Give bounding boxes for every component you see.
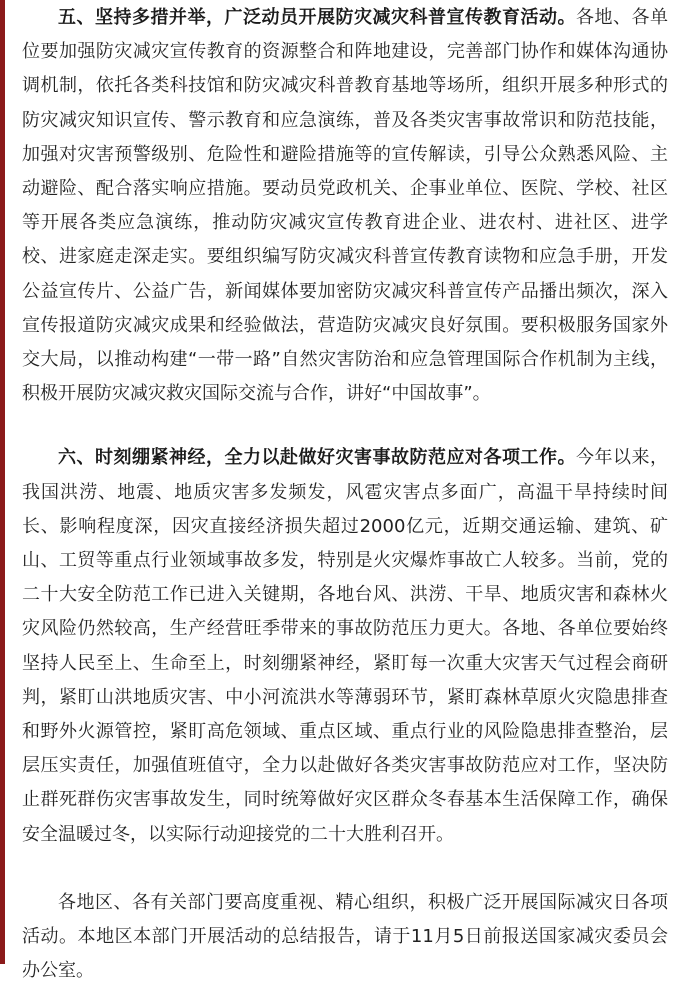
article-body — [22, 1, 668, 988]
section-six-text: 今年以来，我国洪涝、地震、地质灾害多发频发，风雹灾害点多面广，高温干旱持续时间长、影响程度深，因灾直接经济损失超过2000亿元，近期交通运输、建筑、矿山、工贸等重点行业领域事故多发，特别是火灾爆炸事故亡人较多。当前，党的二十大安全防范工作已进入关键期，各地台风、洪涝、干旱、地质灾害和森林火灾风险仍然较高，生产经营旺季带来的事故防范压力更大。各地、各单位要始终坚持人民至上、生命至上，时刻绷紧神经，紧盯每一次重大灾害天气过程会商研判，紧盯山洪地质灾害、中小河流洪水等薄弱环节，紧盯森林草原火灾隐患排查和野外火源管控，紧盯高危领域、重点区域、重点行业的风险隐患排查整治，层层压实责任，加强值班值守，全力以赴做好各类灾害事故防范应对工作，坚决防止群死群伤灾害事故发生，同时统筹做好灾区群众冬春基本生活保障工作，确保安全温暖过冬，以实际行动迎接党的二十大胜利召开。 — [22, 447, 668, 845]
section-five-text: 各地、各单位要加强防灾减灾宣传教育的资源整合和阵地建设，完善部门协作和媒体沟通协调机制，依托各类科技馆和防灾减灾科普教育基地等场所，组织开展多种形式的防灾减灾知识宣传、警示教育和应急演练，普及各类灾害事故常识和防范技能，加强对灾害预警级别、危险性和避险措施等的宣传解读，引导公众熟悉风险、主动避险、配合落实响应措施。要动员党政机关、企事业单位、医院、学校、社区等开展各类应急演练，推动防灾减灾宣传教育进企业、进农村、进社区、进学校、进家庭走深走实。要组织编写防灾减灾科普宣传教育读物和应急手册，开发公益宣传片、公益广告，新闻媒体要加密防灾减灾科普宣传产品播出频次，深入宣传报道防灾减灾成果和经验做法，营造防灾减灾良好氛围。要积极服务国家外交大局，以推动构建“一带一路”自然灾害防治和应急管理国际合作机制为主线，积极开展防灾减灾救灾国际交流与合作，讲好“中国故事”。 — [22, 7, 668, 405]
section-six-heading: 六、时刻绷紧神经，全力以赴做好灾害事故防范应对各项工作。 — [58, 447, 576, 469]
paragraph-closing — [22, 886, 668, 988]
paragraph-section-five — [22, 1, 668, 411]
section-five-heading: 五、坚持多措并举，广泛动员开展防灾减灾科普宣传教育活动。 — [58, 7, 576, 28]
left-accent-rule — [0, 0, 5, 964]
closing-text: 各地区、各有关部门要高度重视、精心组织，积极广泛开展国际减灾日各项活动。本地区本部门开展活动的总结报告，请于11月5日前报送国家减灾委员会办公室。 — [22, 891, 668, 982]
paragraph-section-six — [22, 441, 668, 851]
